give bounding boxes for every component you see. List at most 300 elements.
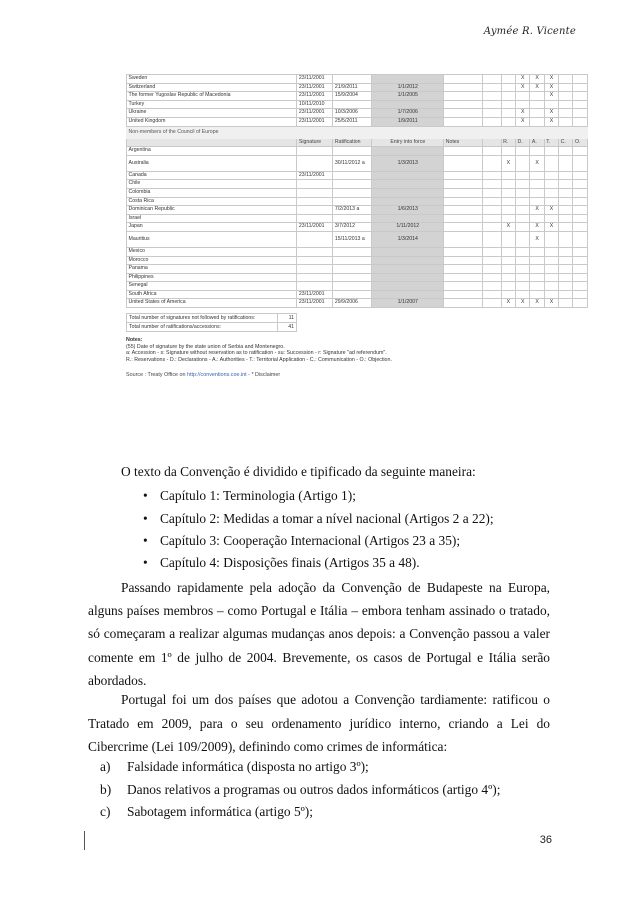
table-cell bbox=[559, 247, 573, 256]
table-cell: 23/11/2001 bbox=[297, 171, 333, 180]
country-cell: Mauritius bbox=[127, 231, 297, 247]
table-row bbox=[127, 231, 588, 247]
table-cell bbox=[444, 282, 483, 291]
page-number: 36 bbox=[539, 834, 552, 846]
table-cell bbox=[544, 273, 558, 282]
table-cell bbox=[501, 117, 515, 126]
list-item: • Capítulo 1: Terminologia (Artigo 1); bbox=[160, 486, 356, 506]
table-row bbox=[127, 117, 588, 126]
table-row bbox=[127, 247, 588, 256]
col-header: T. bbox=[544, 138, 558, 147]
table-cell bbox=[501, 83, 515, 92]
table-cell bbox=[530, 188, 544, 197]
table-cell bbox=[444, 155, 483, 171]
table-cell bbox=[333, 282, 372, 291]
table-row bbox=[127, 197, 588, 206]
nonmember-section-title: Non-members of the Council of Europe bbox=[127, 126, 588, 138]
col-header: O. bbox=[573, 138, 588, 147]
table-cell bbox=[501, 92, 515, 101]
country-cell: Morocco bbox=[127, 256, 297, 265]
table-cell bbox=[444, 75, 483, 84]
table-cell bbox=[530, 92, 544, 101]
table-cell bbox=[559, 75, 573, 84]
table-cell bbox=[559, 290, 573, 299]
table-cell bbox=[297, 155, 333, 171]
table-cell bbox=[333, 197, 372, 206]
table-cell bbox=[544, 100, 558, 109]
table-cell: X bbox=[516, 75, 530, 84]
table-cell bbox=[544, 247, 558, 256]
table-cell bbox=[573, 180, 588, 189]
table-cell: 23/11/2001 bbox=[297, 83, 333, 92]
table-cell bbox=[372, 214, 444, 223]
totals-row bbox=[127, 314, 297, 323]
table-cell: X bbox=[530, 206, 544, 215]
table-cell bbox=[573, 223, 588, 232]
country-cell: Australia bbox=[127, 155, 297, 171]
table-cell bbox=[501, 147, 515, 156]
table-cell bbox=[297, 147, 333, 156]
table-cell bbox=[483, 265, 501, 274]
table-cell bbox=[483, 197, 501, 206]
table-cell bbox=[501, 282, 515, 291]
table-cell bbox=[516, 206, 530, 215]
table-cell bbox=[297, 180, 333, 189]
source-suffix: - * Disclaimer bbox=[248, 372, 281, 379]
table-cell bbox=[372, 100, 444, 109]
table-cell bbox=[444, 256, 483, 265]
table-cell bbox=[483, 206, 501, 215]
table-cell bbox=[559, 223, 573, 232]
table-cell bbox=[372, 147, 444, 156]
totals-value: 41 bbox=[278, 323, 297, 332]
table-cell bbox=[573, 171, 588, 180]
country-cell: Ukraine bbox=[127, 109, 297, 118]
table-cell bbox=[297, 247, 333, 256]
country-cell: Philippines bbox=[127, 273, 297, 282]
table-cell bbox=[559, 83, 573, 92]
table-cell bbox=[544, 197, 558, 206]
table-notes bbox=[126, 337, 588, 363]
table-cell bbox=[559, 299, 573, 308]
country-cell: Japan bbox=[127, 223, 297, 232]
table-cell bbox=[516, 273, 530, 282]
table-cell bbox=[573, 265, 588, 274]
list-item: c) Sabotagem informática (artigo 5º); bbox=[100, 804, 313, 819]
table-cell bbox=[530, 282, 544, 291]
table-cell: 15/11/2013 a bbox=[333, 231, 372, 247]
col-header: C. bbox=[559, 138, 573, 147]
table-cell: 23/11/2001 bbox=[297, 109, 333, 118]
table-cell bbox=[530, 109, 544, 118]
totals-table bbox=[126, 313, 297, 332]
table-cell bbox=[559, 109, 573, 118]
table-cell bbox=[559, 231, 573, 247]
table-cell bbox=[559, 256, 573, 265]
table-cell bbox=[516, 231, 530, 247]
table-cell: X bbox=[516, 117, 530, 126]
table-row bbox=[127, 109, 588, 118]
table-cell bbox=[333, 290, 372, 299]
table-cell: 1/3/2014 bbox=[372, 231, 444, 247]
col-header: R. bbox=[501, 138, 515, 147]
country-cell: Chile bbox=[127, 180, 297, 189]
table-cell bbox=[559, 265, 573, 274]
table-cell: X bbox=[530, 83, 544, 92]
table-cell: 1/9/2011 bbox=[372, 117, 444, 126]
table-cell: X bbox=[544, 75, 558, 84]
table-cell bbox=[573, 282, 588, 291]
table-cell bbox=[444, 92, 483, 101]
table-row bbox=[127, 180, 588, 189]
table-cell: 10/3/2006 bbox=[333, 109, 372, 118]
table-cell bbox=[483, 247, 501, 256]
table-cell: 1/1/2012 bbox=[372, 83, 444, 92]
table-row bbox=[127, 290, 588, 299]
country-cell: Canada bbox=[127, 171, 297, 180]
table-cell bbox=[544, 180, 558, 189]
table-cell bbox=[483, 147, 501, 156]
table-row bbox=[127, 147, 588, 156]
table-cell: 21/9/2011 bbox=[333, 83, 372, 92]
table-cell: 10/11/2010 bbox=[297, 100, 333, 109]
bullet-icon: • bbox=[143, 488, 148, 503]
table-cell bbox=[544, 155, 558, 171]
table-cell: 1/1/2005 bbox=[372, 92, 444, 101]
table-row bbox=[127, 155, 588, 171]
table-cell bbox=[573, 117, 588, 126]
table-cell bbox=[573, 83, 588, 92]
table-cell bbox=[516, 180, 530, 189]
source-prefix: Source : Treaty Office on bbox=[126, 372, 186, 379]
table-cell bbox=[333, 256, 372, 265]
table-cell bbox=[516, 214, 530, 223]
table-cell bbox=[444, 171, 483, 180]
paragraph-budapest: Passando rapidamente pela adoção da Convenção de Budapeste na Europa, alguns países membros – como Portugal e Itália – embora tenham assinado o tratado, só começaram a realizar algumas mudanças anos depois: a Convenção passou a valer comente em 1º de julho de 2004. Brevemente, os casos de Portugal e Itália serão abordados. bbox=[88, 580, 550, 688]
table-cell bbox=[501, 109, 515, 118]
table-cell: X bbox=[530, 299, 544, 308]
table-cell bbox=[573, 92, 588, 101]
table-cell bbox=[573, 147, 588, 156]
list-item: a) Falsidade informática (disposta no artigo 3º); bbox=[100, 759, 369, 774]
table-cell bbox=[544, 265, 558, 274]
table-cell bbox=[559, 282, 573, 291]
table-header-row bbox=[127, 138, 588, 147]
table-cell: 23/11/2001 bbox=[297, 290, 333, 299]
table-cell bbox=[573, 197, 588, 206]
table-cell bbox=[297, 197, 333, 206]
table-cell: 23/11/2001 bbox=[297, 223, 333, 232]
table-cell bbox=[559, 147, 573, 156]
table-cell bbox=[544, 290, 558, 299]
table-cell: X bbox=[530, 223, 544, 232]
table-cell bbox=[559, 273, 573, 282]
table-cell bbox=[530, 117, 544, 126]
table-cell bbox=[483, 117, 501, 126]
table-cell bbox=[573, 290, 588, 299]
list-item: b) Danos relativos a programas ou outros dados informáticos (artigo 4º); bbox=[100, 782, 501, 797]
country-cell: United States of America bbox=[127, 299, 297, 308]
table-row bbox=[127, 75, 588, 84]
table-cell bbox=[501, 273, 515, 282]
table-cell bbox=[501, 256, 515, 265]
table-cell bbox=[333, 180, 372, 189]
table-cell bbox=[297, 188, 333, 197]
table-cell bbox=[333, 265, 372, 274]
table-cell: 1/3/2013 bbox=[372, 155, 444, 171]
table-cell bbox=[516, 247, 530, 256]
table-cell bbox=[544, 256, 558, 265]
table-cell bbox=[333, 214, 372, 223]
footer-divider bbox=[84, 831, 85, 850]
table-cell bbox=[544, 147, 558, 156]
table-cell bbox=[530, 290, 544, 299]
table-cell: X bbox=[544, 299, 558, 308]
table-cell bbox=[297, 256, 333, 265]
col-header: A. bbox=[530, 138, 544, 147]
country-cell: Senegal bbox=[127, 282, 297, 291]
table-cell: 25/5/2011 bbox=[333, 117, 372, 126]
table-cell bbox=[530, 256, 544, 265]
table-cell: 23/11/2001 bbox=[297, 75, 333, 84]
table-cell bbox=[559, 117, 573, 126]
country-cell: Panama bbox=[127, 265, 297, 274]
table-cell bbox=[333, 147, 372, 156]
table-cell bbox=[573, 155, 588, 171]
country-cell: Costa Rica bbox=[127, 197, 297, 206]
country-cell: Mexico bbox=[127, 247, 297, 256]
table-cell bbox=[501, 206, 515, 215]
table-row bbox=[127, 83, 588, 92]
table-cell: X bbox=[530, 231, 544, 247]
table-cell: 1/7/2006 bbox=[372, 109, 444, 118]
table-cell bbox=[501, 265, 515, 274]
table-source bbox=[126, 372, 588, 378]
totals-label: Total number of ratifications/accessions: bbox=[127, 323, 278, 332]
table-cell bbox=[573, 247, 588, 256]
table-cell bbox=[372, 282, 444, 291]
table-cell bbox=[483, 109, 501, 118]
table-cell bbox=[516, 265, 530, 274]
table-cell bbox=[444, 197, 483, 206]
table-cell bbox=[530, 171, 544, 180]
table-cell bbox=[444, 188, 483, 197]
table-cell bbox=[573, 206, 588, 215]
table-cell bbox=[372, 180, 444, 189]
table-cell bbox=[544, 188, 558, 197]
table-cell bbox=[483, 214, 501, 223]
table-cell: 23/11/2001 bbox=[297, 299, 333, 308]
table-cell bbox=[530, 247, 544, 256]
notes-line: a: Accession - s: Signature without reservation as to ratification - su: Succession - r: Signature "ad referendum". bbox=[126, 350, 387, 357]
table-cell bbox=[483, 171, 501, 180]
table-cell bbox=[444, 265, 483, 274]
table-row bbox=[127, 100, 588, 109]
table-row bbox=[127, 92, 588, 101]
ratification-table-image bbox=[126, 74, 588, 431]
table-cell bbox=[573, 214, 588, 223]
table-cell: X bbox=[544, 109, 558, 118]
table-cell bbox=[372, 188, 444, 197]
table-cell bbox=[516, 147, 530, 156]
table-cell bbox=[501, 214, 515, 223]
table-cell bbox=[559, 180, 573, 189]
table-row bbox=[127, 214, 588, 223]
list-item: • Capítulo 2: Medidas a tomar a nível nacional (Artigos 2 a 22); bbox=[160, 509, 494, 529]
table-cell bbox=[333, 188, 372, 197]
table-cell bbox=[516, 188, 530, 197]
country-cell: United Kingdom bbox=[127, 117, 297, 126]
table-cell bbox=[501, 231, 515, 247]
table-cell bbox=[530, 147, 544, 156]
country-cell: Dominican Republic bbox=[127, 206, 297, 215]
table-cell bbox=[516, 92, 530, 101]
table-cell: X bbox=[544, 92, 558, 101]
table-cell: 1/6/2013 bbox=[372, 206, 444, 215]
col-header: Notes bbox=[444, 138, 483, 147]
notes-title: Notes: bbox=[126, 337, 143, 344]
table-cell bbox=[530, 100, 544, 109]
totals-label: Total number of signatures not followed by ratifications: bbox=[127, 314, 278, 323]
notes-line: (55) Date of signature by the state union of Serbia and Montenegro. bbox=[126, 343, 285, 350]
country-cell: Argentina bbox=[127, 147, 297, 156]
table-cell: X bbox=[544, 206, 558, 215]
totals-value: 11 bbox=[278, 314, 297, 323]
table-cell bbox=[573, 256, 588, 265]
table-cell bbox=[483, 290, 501, 299]
table-cell bbox=[483, 299, 501, 308]
table-cell bbox=[501, 171, 515, 180]
table-cell bbox=[483, 180, 501, 189]
table-cell bbox=[483, 256, 501, 265]
table-row bbox=[127, 273, 588, 282]
table-cell bbox=[501, 247, 515, 256]
table-cell bbox=[501, 197, 515, 206]
intro-paragraph: O texto da Convenção é dividido e tipificado da seguinte maneira: bbox=[121, 464, 476, 479]
table-cell bbox=[544, 214, 558, 223]
table-cell bbox=[530, 197, 544, 206]
table-cell bbox=[483, 188, 501, 197]
country-cell: Switzerland bbox=[127, 83, 297, 92]
table-cell bbox=[333, 75, 372, 84]
table-cell bbox=[544, 231, 558, 247]
table-cell: X bbox=[501, 155, 515, 171]
table-cell: X bbox=[530, 155, 544, 171]
table-row bbox=[127, 282, 588, 291]
table-cell bbox=[516, 100, 530, 109]
table-cell bbox=[501, 180, 515, 189]
table-cell: 30/11/2012 a bbox=[333, 155, 372, 171]
table-row bbox=[127, 188, 588, 197]
table-cell bbox=[483, 223, 501, 232]
table-cell bbox=[573, 100, 588, 109]
table-cell bbox=[444, 109, 483, 118]
table-row bbox=[127, 265, 588, 274]
table-cell bbox=[559, 100, 573, 109]
table-cell bbox=[559, 171, 573, 180]
table-cell bbox=[444, 290, 483, 299]
table-cell bbox=[559, 206, 573, 215]
table-row bbox=[127, 223, 588, 232]
table-cell bbox=[444, 247, 483, 256]
table-cell: 23/11/2001 bbox=[297, 117, 333, 126]
notes-line: R.: Reservations - D.: Declarations - A.: Authorities - T.: Territorial Application - C.: Communication - O.: Objection. bbox=[126, 356, 392, 363]
table-cell bbox=[444, 100, 483, 109]
table-cell: 15/9/2004 bbox=[333, 92, 372, 101]
bullet-icon: • bbox=[143, 511, 148, 526]
table-cell: X bbox=[501, 299, 515, 308]
country-cell: Israel bbox=[127, 214, 297, 223]
table-cell bbox=[516, 256, 530, 265]
bullet-icon: • bbox=[143, 533, 148, 548]
table-cell: X bbox=[544, 117, 558, 126]
table-cell: 1/1/2007 bbox=[372, 299, 444, 308]
col-header: Ratification bbox=[333, 138, 372, 147]
table-cell bbox=[501, 100, 515, 109]
table-cell bbox=[530, 273, 544, 282]
table-cell bbox=[483, 282, 501, 291]
table-cell bbox=[483, 273, 501, 282]
table-cell bbox=[372, 171, 444, 180]
table-cell bbox=[544, 171, 558, 180]
table-row bbox=[127, 206, 588, 215]
table-cell bbox=[516, 171, 530, 180]
table-cell bbox=[573, 273, 588, 282]
table-cell bbox=[444, 231, 483, 247]
country-cell: South Africa bbox=[127, 290, 297, 299]
table-cell: 1/11/2012 bbox=[372, 223, 444, 232]
table-row bbox=[127, 171, 588, 180]
table-cell bbox=[501, 75, 515, 84]
table-cell bbox=[559, 155, 573, 171]
table-cell: X bbox=[516, 83, 530, 92]
country-cell: The former Yugoslav Republic of Macedonia bbox=[127, 92, 297, 101]
table-cell bbox=[516, 223, 530, 232]
table-cell: X bbox=[501, 223, 515, 232]
table-cell bbox=[444, 273, 483, 282]
table-cell: 7/2/2013 a bbox=[333, 206, 372, 215]
table-cell bbox=[559, 197, 573, 206]
table-cell bbox=[573, 231, 588, 247]
table-cell bbox=[372, 197, 444, 206]
table-cell: 23/11/2001 bbox=[297, 92, 333, 101]
table-cell bbox=[297, 273, 333, 282]
paragraph-portugal: Portugal foi um dos países que adotou a Convenção tardiamente: ratificou o Tratado em 2009, para o seu ordenamento jurídico interno, criando a Lei do Cibercrime (Lei 109/2009), definindo como crimes de informática: bbox=[88, 692, 550, 754]
table-cell bbox=[483, 83, 501, 92]
table-cell bbox=[483, 155, 501, 171]
table-cell bbox=[444, 117, 483, 126]
table-cell bbox=[483, 92, 501, 101]
source-link[interactable]: http://conventions.coe.int bbox=[187, 372, 247, 379]
table-cell bbox=[333, 171, 372, 180]
table-cell bbox=[483, 100, 501, 109]
table-cell: X bbox=[516, 299, 530, 308]
table-cell bbox=[516, 282, 530, 291]
table-cell bbox=[333, 100, 372, 109]
table-cell bbox=[444, 147, 483, 156]
table-cell bbox=[444, 180, 483, 189]
country-cell: Colombia bbox=[127, 188, 297, 197]
table-cell bbox=[372, 265, 444, 274]
table-cell bbox=[444, 206, 483, 215]
table-cell: 29/9/2006 bbox=[333, 299, 372, 308]
table-cell bbox=[372, 247, 444, 256]
table-cell bbox=[573, 188, 588, 197]
table-cell bbox=[516, 290, 530, 299]
table-cell: X bbox=[544, 83, 558, 92]
table-cell bbox=[297, 206, 333, 215]
table-cell bbox=[372, 75, 444, 84]
